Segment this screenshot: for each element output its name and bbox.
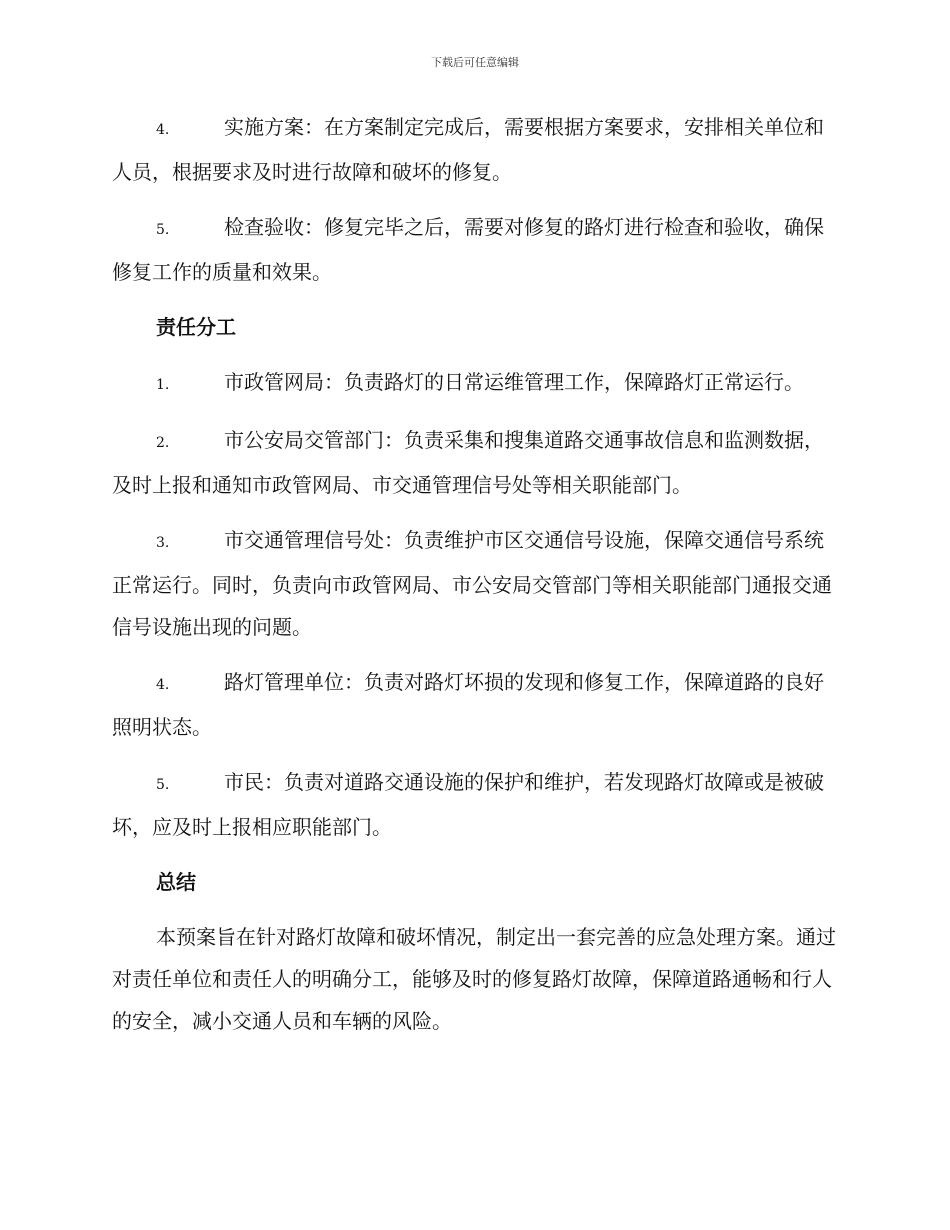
list-item [112,206,836,293]
item-text: 市交通管理信号处：负责维护市区交通信号设施，保障交通信号系统正常运行。同时，负责向市政管网局、市公安局交管部门等相关职能部门通报交通信号设施出现的问题。 [112,528,832,639]
section-heading-responsibilities: 责任分工 [156,315,236,339]
item-number: 4. [156,122,170,138]
item-number: 4. [156,677,170,693]
item-number: 2. [156,435,170,451]
list-item [112,519,836,648]
item-text: 市民：负责对道路交通设施的保护和维护，若发现路灯故障或是被破坏，应及时上报相应职能部门。 [112,770,824,839]
page-header: 下载后可任意编辑 [431,56,519,69]
item-number: 5. [156,222,170,238]
list-item [112,106,836,193]
item-text: 实施方案：在方案制定完成后，需要根据方案要求，安排相关单位和人员，根据要求及时进行故障和破坏的修复。 [112,115,824,184]
list-item [112,361,836,406]
item-text: 检查验收：修复完毕之后，需要对修复的路灯进行检查和验收，确保修复工作的质量和效果。 [112,215,824,284]
document-body [112,106,836,1055]
list-item [112,661,836,748]
item-text: 市公安局交管部门：负责采集和搜集道路交通事故信息和监测数据，及时上报和通知市政管网局、市交通管理信号处等相关职能部门。 [112,428,824,497]
item-number: 3. [156,535,170,551]
item-text: 市政管网局：负责路灯的日常运维管理工作，保障路灯正常运行。 [224,370,804,394]
summary-paragraph: 本预案旨在针对路灯故障和破坏情况，制定出一套完善的应急处理方案。通过对责任单位和责任人的明确分工，能够及时的修复路灯故障，保障道路通畅和行人的安全，减小交通人员和车辆的风险。 [112,925,836,1033]
item-number: 5. [156,777,170,793]
item-text: 路灯管理单位：负责对路灯坏损的发现和修复工作，保障道路的良好照明状态。 [112,670,824,739]
list-item [112,761,836,848]
list-item [112,419,836,506]
section-heading-summary: 总结 [156,870,196,894]
item-number: 1. [156,377,170,393]
